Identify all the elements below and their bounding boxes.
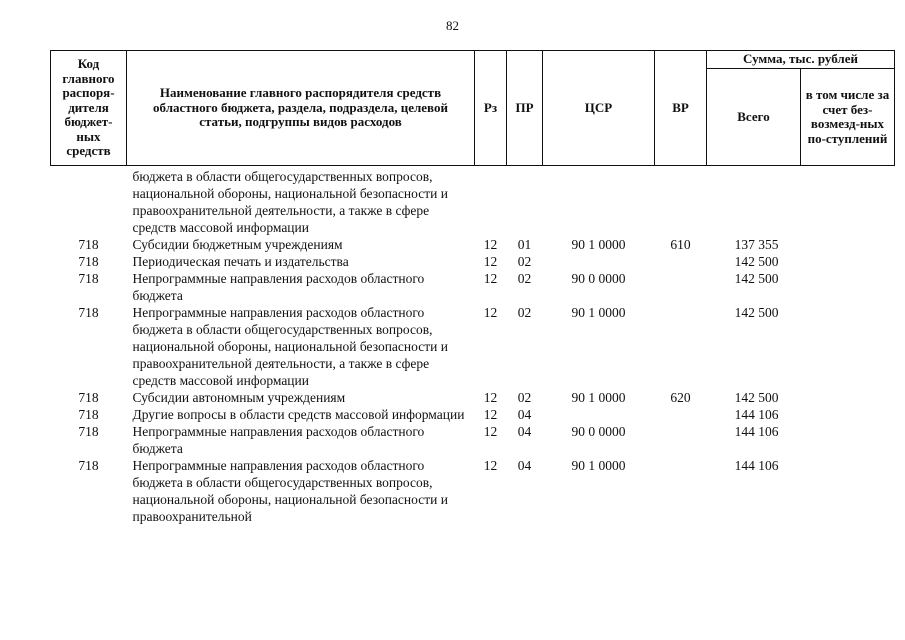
- table-row: [51, 304, 895, 389]
- row-pr: 02: [517, 390, 532, 405]
- row-name: Субсидии бюджетным учреждениям: [132, 237, 343, 252]
- table-row: [51, 406, 895, 423]
- row-free: [801, 166, 895, 237]
- row-pr: 04: [517, 424, 532, 439]
- table-row: [51, 423, 895, 457]
- row-total: 142 500: [734, 271, 779, 286]
- row-name: Непрограммные направления расходов областного бюджета: [132, 424, 425, 456]
- row-name: Субсидии автономным учреждениям: [132, 390, 346, 405]
- row-total: 144 106: [734, 458, 779, 473]
- header-sum: Сумма, тыс. рублей: [707, 51, 895, 69]
- row-pr: 02: [517, 271, 532, 286]
- table-row: [51, 253, 895, 270]
- row-total: 144 106: [734, 407, 779, 422]
- row-code: 718: [78, 254, 99, 269]
- row-vr: [655, 304, 707, 389]
- row-code: 718: [78, 237, 99, 252]
- row-vr: [655, 253, 707, 270]
- row-vr: [655, 406, 707, 423]
- row-rz: 12: [483, 305, 498, 320]
- table-row: [51, 166, 895, 237]
- row-rz: 12: [483, 237, 498, 252]
- row-total: [707, 166, 801, 237]
- header-vr: ВР: [655, 51, 707, 166]
- row-code: 718: [78, 390, 99, 405]
- header-free: в том числе за счет без-возмезд-ных по-ступлений: [801, 69, 895, 166]
- row-csr: [543, 406, 655, 423]
- row-pr: 02: [517, 305, 532, 320]
- header-rz: Рз: [475, 51, 507, 166]
- header-code: Код главного распоря-дителя бюджет-ных средств: [51, 51, 127, 166]
- row-total: 142 500: [734, 305, 779, 320]
- table-row: [51, 270, 895, 304]
- header-name: Наименование главного распорядителя средств областного бюджета, раздела, подраздела, целевой статьи, подгруппы видов расходов: [127, 51, 475, 166]
- row-csr: 90 1 0000: [571, 390, 626, 405]
- row-rz: [475, 166, 507, 237]
- row-vr: [655, 423, 707, 457]
- row-free: [801, 406, 895, 423]
- budget-table: [50, 50, 895, 525]
- row-rz: 12: [483, 390, 498, 405]
- row-free: [801, 270, 895, 304]
- row-csr: 90 1 0000: [571, 237, 626, 252]
- row-name: Непрограммные направления расходов областного бюджета в области общегосударственных вопросов, национальной обороны, национальной безопасности и правоохранительной деятельности, а также в сфере средств массовой информации: [132, 305, 448, 388]
- row-free: [801, 423, 895, 457]
- row-free: [801, 389, 895, 406]
- row-name: Непрограммные направления расходов областного бюджета в области общегосударственных вопросов, национальной обороны, национальной безопасности и правоохранительной: [132, 458, 448, 524]
- row-rz: 12: [483, 271, 498, 286]
- row-csr: 90 1 0000: [571, 305, 626, 320]
- row-name: бюджета в области общегосударственных вопросов, национальной обороны, национальной безопасности и правоохранительной деятельности, а также в сфере средств массовой информации: [132, 169, 448, 235]
- row-csr: [543, 253, 655, 270]
- row-rz: 12: [483, 254, 498, 269]
- table-header: [51, 51, 895, 166]
- row-free: [801, 304, 895, 389]
- row-vr: 610: [670, 237, 691, 252]
- row-pr: 02: [517, 254, 532, 269]
- row-code: [51, 166, 127, 237]
- row-csr: 90 1 0000: [571, 458, 626, 473]
- row-vr: [655, 457, 707, 525]
- row-total: 142 500: [734, 254, 779, 269]
- row-pr: 01: [517, 237, 532, 252]
- row-free: [801, 236, 895, 253]
- row-pr: 04: [517, 458, 532, 473]
- row-total: 144 106: [734, 424, 779, 439]
- row-vr: 620: [670, 390, 691, 405]
- row-code: 718: [78, 424, 99, 439]
- row-free: [801, 457, 895, 525]
- row-pr: [507, 166, 543, 237]
- row-csr: 90 0 0000: [571, 424, 626, 439]
- header-csr: ЦСР: [543, 51, 655, 166]
- row-code: 718: [78, 407, 99, 422]
- header-pr: ПР: [507, 51, 543, 166]
- row-code: 718: [78, 305, 99, 320]
- row-rz: 12: [483, 458, 498, 473]
- row-vr: [655, 270, 707, 304]
- row-name: Периодическая печать и издательства: [132, 254, 349, 269]
- table-body: [51, 166, 895, 526]
- row-total: 142 500: [734, 390, 779, 405]
- table-row: [51, 236, 895, 253]
- row-free: [801, 253, 895, 270]
- header-total: Всего: [707, 69, 801, 166]
- row-code: 718: [78, 271, 99, 286]
- row-total: 137 355: [734, 237, 779, 252]
- table-row: [51, 389, 895, 406]
- table-row: [51, 457, 895, 525]
- page-number: 82: [446, 18, 459, 33]
- row-pr: 04: [517, 407, 532, 422]
- row-name: Непрограммные направления расходов областного бюджета: [132, 271, 425, 303]
- row-rz: 12: [483, 424, 498, 439]
- row-vr: [655, 166, 707, 237]
- row-csr: [543, 166, 655, 237]
- row-rz: 12: [483, 407, 498, 422]
- row-csr: 90 0 0000: [571, 271, 626, 286]
- row-name: Другие вопросы в области средств массовой информации: [132, 407, 465, 422]
- row-code: 718: [78, 458, 99, 473]
